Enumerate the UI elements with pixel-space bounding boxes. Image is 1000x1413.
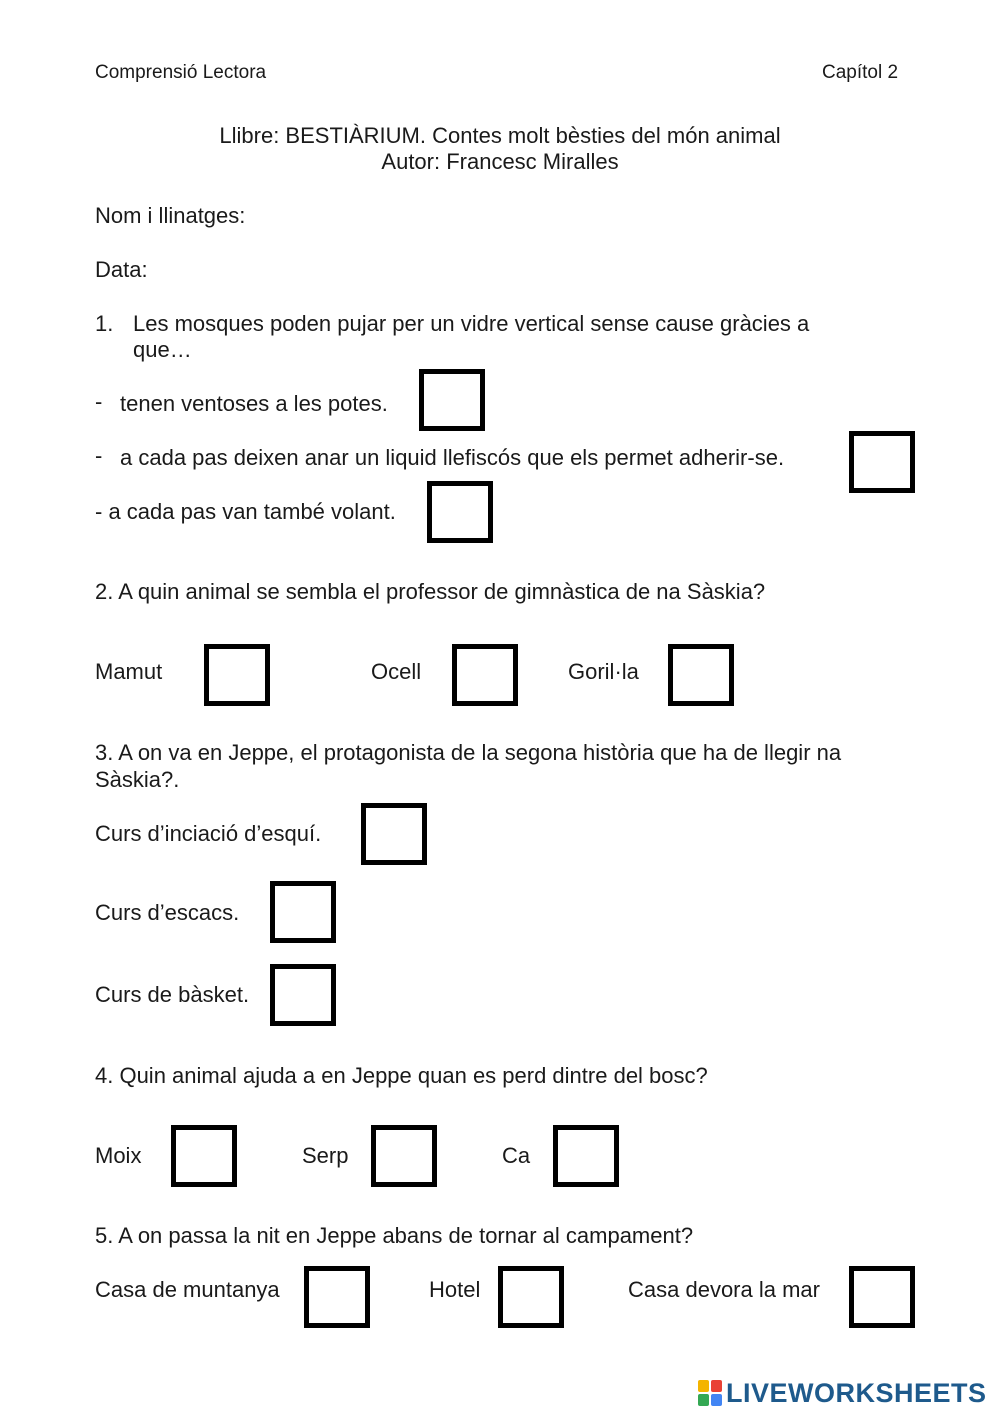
q5-option2-checkbox[interactable]: [498, 1266, 564, 1328]
book-title: Llibre: BESTIÀRIUM. Contes molt bèsties del món animal: [219, 123, 781, 148]
q3-option2-label: Curs d’escacs.: [95, 900, 240, 925]
q4-option1-label: Moix: [95, 1143, 142, 1168]
q1-option1-dash: -: [95, 389, 103, 414]
name-field-label: Nom i llinatges:: [95, 203, 246, 228]
header-subject: Comprensió Lectora: [95, 62, 267, 83]
q1-option3-checkbox[interactable]: [427, 481, 493, 543]
q3-option3-checkbox[interactable]: [270, 964, 336, 1026]
q3-question-line1: 3. A on va en Jeppe, el protagonista de la segona història que ha de llegir na: [95, 740, 842, 765]
q4-option2-checkbox[interactable]: [371, 1125, 437, 1187]
q1-option2-dash: -: [95, 443, 103, 468]
q5-question: 5. A on passa la nit en Jeppe abans de tornar al campament?: [95, 1223, 694, 1248]
q2-option2-label: Ocell: [371, 659, 422, 684]
q5-option1-label: Casa de muntanya: [95, 1277, 280, 1302]
q5-option3-label: Casa devora la mar: [628, 1277, 820, 1302]
q2-question: 2. A quin animal se sembla el professor de gimnàstica de na Sàskia?: [95, 579, 766, 604]
q2-option3-label: Goril·la: [568, 659, 639, 684]
logo-square-4: [711, 1394, 722, 1406]
q1-question-line1: Les mosques poden pujar per un vidre vertical sense cause gràcies a: [133, 311, 810, 336]
logo-square-1: [698, 1380, 709, 1392]
logo-square-2: [711, 1380, 722, 1392]
q5-option1-checkbox[interactable]: [304, 1266, 370, 1328]
q3-option2-checkbox[interactable]: [270, 881, 336, 943]
q1-option2-checkbox[interactable]: [849, 431, 915, 493]
q5-option3-checkbox[interactable]: [849, 1266, 915, 1328]
q3-option1-checkbox[interactable]: [361, 803, 427, 865]
q2-option2-checkbox[interactable]: [452, 644, 518, 706]
q3-option1-label: Curs d’inciació d’esquí.: [95, 821, 322, 846]
q5-option2-label: Hotel: [429, 1277, 481, 1302]
q4-option3-label: Ca: [502, 1143, 531, 1168]
liveworksheets-logo-icon: [698, 1380, 722, 1406]
q3-option3-label: Curs de bàsket.: [95, 982, 250, 1007]
q2-option3-checkbox[interactable]: [668, 644, 734, 706]
q1-option3-label: - a cada pas van també volant.: [95, 499, 396, 524]
q2-option1-label: Mamut: [95, 659, 163, 684]
q4-option2-label: Serp: [302, 1143, 349, 1168]
q2-option1-checkbox[interactable]: [204, 644, 270, 706]
q4-option1-checkbox[interactable]: [171, 1125, 237, 1187]
q4-question: 4. Quin animal ajuda a en Jeppe quan es perd dintre del bosc?: [95, 1063, 708, 1088]
q1-number: 1.: [95, 311, 114, 336]
logo-square-3: [698, 1394, 709, 1406]
q1-option1-checkbox[interactable]: [419, 369, 485, 431]
q4-option3-checkbox[interactable]: [553, 1125, 619, 1187]
book-author: Autor: Francesc Miralles: [381, 149, 619, 174]
date-field-label: Data:: [95, 257, 148, 282]
header-chapter: Capítol 2: [822, 62, 899, 83]
q1-question-line2: que…: [133, 337, 192, 362]
q1-option2-label: a cada pas deixen anar un liquid llefiscós que els permet adherir-se.: [120, 445, 785, 470]
q3-question-line2: Sàskia?.: [95, 767, 180, 792]
liveworksheets-logo: [698, 1378, 987, 1408]
q1-option1-label: tenen ventoses a les potes.: [120, 391, 388, 416]
liveworksheets-logo-text: LIVEWORKSHEETS: [726, 1377, 987, 1408]
